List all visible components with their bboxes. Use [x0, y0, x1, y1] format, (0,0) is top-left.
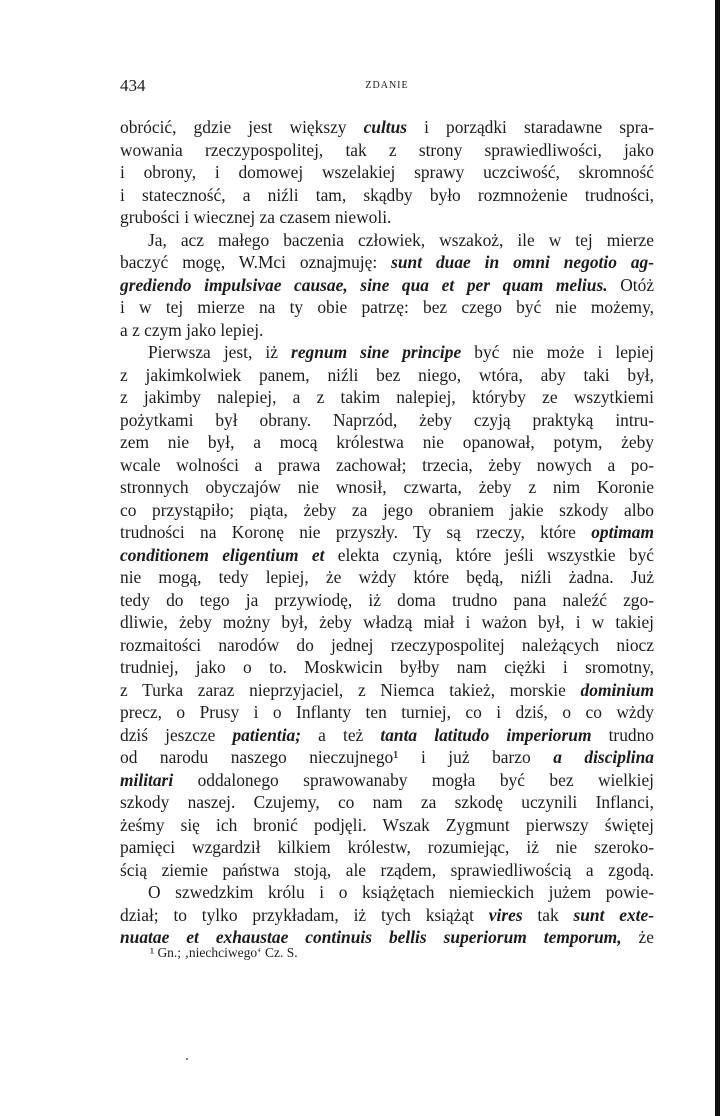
- text-line: zem nie był, a mocą królestwa nie opanował, potym, żeby: [120, 432, 654, 452]
- text-line: grediendo impulsivae causae, sine qua et per quam melius. Otóż: [120, 274, 654, 295]
- text-line: conditionem eligentium et elekta czynią, które jeśli wszystkie być: [120, 544, 654, 565]
- text-line: obrócić, gdzie jest większy cultus i porządki staradawne spra-: [120, 117, 654, 137]
- text-line: grubości i wiecznej za czasem niewoli.: [120, 207, 392, 227]
- text-line: dliwie, żeby możny był, żeby władzą miał i ważon był, i w takiej: [120, 612, 654, 632]
- text-line: co przystąpiło; piąta, żeby za jego obraniem jakie szkody albo: [120, 499, 654, 520]
- text-line: precz, o Prusy i o Inflanty ten turniej, co i dziś, o co wżdy: [120, 702, 654, 722]
- text-line: dział; to tylko przykładam, iż tych książąt vires tak sunt exte-: [120, 904, 654, 925]
- text-line: i w tej mierze na ty obie patrzę: bez czego być nie możemy,: [120, 297, 654, 317]
- text-line: z jakimby nalepiej, a z takim nalepiej, któryby ze wszytkiemi: [120, 387, 654, 407]
- body-text: [120, 116, 654, 949]
- text-line: Ja, acz małego baczenia człowiek, wszakoż, ile w tej mierze: [148, 229, 654, 250]
- text-line: O szwedzkim królu i o książętach niemieckich jużem powie-: [148, 882, 654, 902]
- footnote-text: Gn.; ‚niechciwego‘ Cz. S.: [157, 945, 298, 960]
- text-line: szkody naszej. Czujemy, co nam za szkodę uczynili Inflanci,: [120, 792, 654, 812]
- footnote: [150, 945, 298, 961]
- text-line: z jakimkolwiek panem, niźli bez niego, wtóra, aby taki był,: [120, 364, 654, 385]
- text-line: dziś jeszcze patientia; a też tanta latitudo imperiorum trudno: [120, 724, 654, 745]
- text-line: pożytkami był obrany. Naprzód, żeby czyją praktyką intru-: [120, 409, 654, 430]
- text-line: stronnych obyczajów nie wnosił, czwarta, żeby z nim Koronie: [120, 477, 654, 497]
- running-head: ZDANIE: [365, 80, 409, 91]
- text-line: trudności na Koronę nie przyszły. Ty są rzeczy, które optimam: [120, 522, 654, 542]
- text-line: pamięci wzgardził kilkiem królestw, rozumiejąc, iż nie szeroko-: [120, 837, 654, 857]
- text-line: tedy do tego ja przywiodę, iż doma trudno pana naleźć zgo-: [120, 589, 654, 610]
- text-line: rozmaitości narodów do jednej rzeczypospolitej należących niocz: [120, 634, 654, 655]
- text-line: Pierwsza jest, iż regnum sine principe być nie może i lepiej: [148, 342, 654, 362]
- text-line: od narodu naszego nieczujnego¹ i już barzo a disciplina: [120, 747, 654, 767]
- text-line: trudniej, jako o to. Moskwicin byłby nam ciężki i sromotny,: [120, 657, 654, 677]
- text-line: nuatae et exhaustae continuis bellis superiorum temporum, że: [120, 927, 654, 947]
- page-number: 434: [120, 76, 146, 95]
- text-line: militari oddalonego sprawowanaby mogła być bez wielkiej: [120, 769, 654, 790]
- text-line: wcale wolności a prawa zachował; trzecia, żeby nowych a po-: [120, 454, 654, 475]
- text-line: żeśmy się ich bronić podjęli. Wszak Zygmunt pierwszy świętej: [120, 814, 654, 835]
- text-line: nie mogą, tedy lepiej, że wżdy które będą, niźli żadna. Już: [120, 567, 654, 587]
- text-line: ścią ziemie państwa stoją, ale rządem, sprawiedliwością a zgodą.: [120, 859, 654, 880]
- text-line: wowania rzeczypospolitej, tak z strony sprawiedliwości, jako: [120, 139, 654, 160]
- paper-speck: [186, 1058, 188, 1060]
- text-line: a z czym jako lepiej.: [120, 319, 264, 340]
- text-line: i stateczność, a niźli tam, skądby było rozmnożenie trudności,: [120, 184, 654, 205]
- footnote-mark: ¹: [150, 945, 155, 960]
- page-edge-shadow: [715, 0, 720, 1116]
- text-line: i obrony, i domowej wszelakiej sprawy uczciwość, skromność: [120, 162, 654, 182]
- page-header: [120, 76, 654, 100]
- text-line: baczyć mogę, W.Mci oznajmuję: sunt duae in omni negotio ag-: [120, 252, 654, 272]
- text-line: z Turka zaraz nieprzyjaciel, z Niemca takież, morskie dominium: [120, 679, 654, 700]
